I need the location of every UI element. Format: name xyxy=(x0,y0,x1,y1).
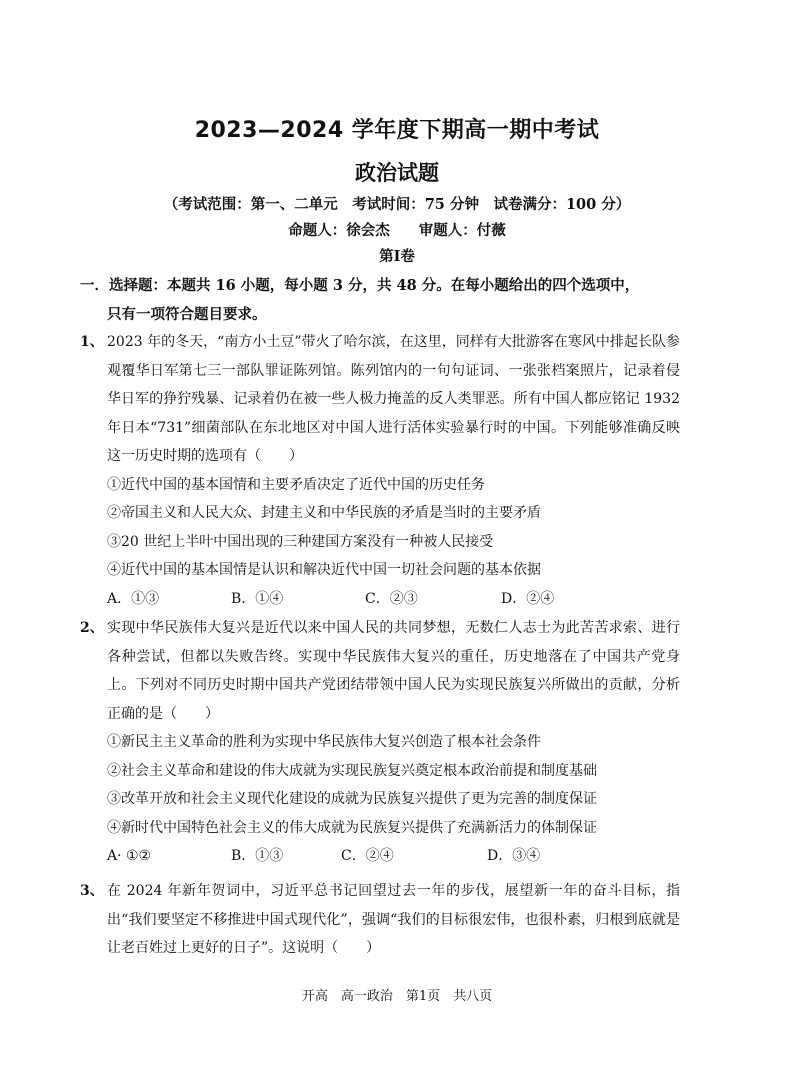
question-number: 3、 xyxy=(80,883,104,899)
page-footer: 开高 高一政治 第1页 共八页 xyxy=(301,989,493,1004)
section-line-1: 一．选择题：本题共 16 小题，每小题 3 分，共 48 分。在每小题给出的四个选项中， xyxy=(80,277,640,294)
option-b[interactable]: B．①④ xyxy=(231,590,284,607)
option-d[interactable]: D．②④ xyxy=(501,590,555,607)
question-number: 1、 xyxy=(80,334,104,350)
exam-authors: 命题人：徐会杰 审题人：付薇 xyxy=(288,222,506,239)
option-d[interactable]: D．③④ xyxy=(487,848,541,864)
question-1 xyxy=(80,328,680,613)
option-c[interactable]: C．②④ xyxy=(341,848,394,864)
question-2 xyxy=(80,614,680,871)
statement-item: ③20 世纪上半叶中国出现的三种建国方案没有一种被人民接受 xyxy=(107,533,494,550)
question-stem: 实现中华民族伟大复兴是近代以来中国人民的共同梦想，无数仁人志士为此苦苦求索、进行各种尝试，但都以失败告终。实现中华民族伟大复兴的重任，历史地落在了中国共产党身上。下列对不同历史时期中国共产党团结带领中国人民为实现民族复兴所做出的贡献，分析正确的是（ ） xyxy=(107,620,680,722)
option-c[interactable]: C．②③ xyxy=(365,590,418,607)
answer-options xyxy=(107,585,680,614)
question-number: 2、 xyxy=(80,620,104,636)
answer-options xyxy=(107,842,680,871)
exam-meta: （考试范围：第一、二单元 考试时间：75 分钟 试卷满分：100 分） xyxy=(163,196,631,213)
exam-subject: 政治试题 xyxy=(355,161,439,185)
statement-item: ④新时代中国特色社会主义的伟大成就为民族复兴提供了充满新活力的体制保证 xyxy=(107,819,597,836)
statement-item: ①新民主主义革命的胜利为实现中华民族伟大复兴创造了根本社会条件 xyxy=(107,734,541,750)
option-b[interactable]: B．①③ xyxy=(231,848,284,864)
question-stem: 2023 年的冬天，“南方小土豆”带火了哈尔滨，在这里，同样有大批游客在寒风中排起长队参观覆华日军第七三一部队罪证陈列馆。陈列馆内的一句句证词、一张张档案照片，记录着侵华日军的狰狞残暴、记录着仍在被一些人极力掩盖的反人类罪恶。所有中国人都应铭记 1932 年日本“731”细菌部队在东北地区对中国人进行活体实验暴行时的中国。下列能够准确反映这一历史时期的选项有（ ） xyxy=(107,334,680,464)
option-a[interactable]: A· ①② xyxy=(107,848,152,864)
statement-item: ②帝国主义和人民大众、封建主义和中华民族的矛盾是当时的主要矛盾 xyxy=(107,505,541,521)
statement-item: ②社会主义革命和建设的伟大成就为实现民族复兴奠定根本政治前提和制度基础 xyxy=(107,762,597,779)
question-stem: 在 2024 年新年贺词中，习近平总书记回望过去一年的步伐，展望新一年的奋斗目标，指出“我们要坚定不移推进中国式现代化”，强调“我们的目标很宏伟，也很朴素，归根到底就是让老百姓过上更好的日子”。这说明（ ） xyxy=(107,883,680,956)
statement-item: ①近代中国的基本国情和主要矛盾决定了近代中国的历史任务 xyxy=(107,476,485,493)
section-instructions xyxy=(80,271,720,329)
exam-title: 2023—2024 学年度下期高一期中考试 xyxy=(194,118,600,143)
volume-label: 第Ⅰ卷 xyxy=(379,248,415,265)
question-3 xyxy=(80,877,680,963)
statement-item: ④近代中国的基本国情是认识和解决近代中国一切社会问题的基本依据 xyxy=(107,562,541,578)
option-a[interactable]: A．①③ xyxy=(107,590,160,607)
statement-item: ③改革开放和社会主义现代化建设的成就为民族复兴提供了更为完善的制度保证 xyxy=(107,791,597,807)
section-line-2: 只有一项符合题目要求。 xyxy=(107,306,267,323)
